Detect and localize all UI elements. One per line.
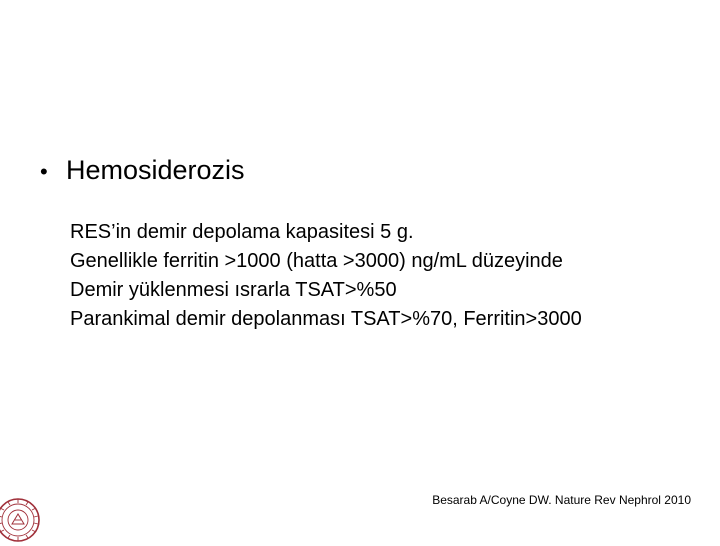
body-line-ferritin: Genellikle ferritin >1000 (hatta >3000) ng/mL düzeyinde — [70, 250, 563, 272]
bullet-marker: • — [40, 159, 48, 184]
bullet-heading-text: Hemosiderozis — [66, 155, 245, 185]
bullet-heading — [40, 152, 245, 190]
body-line-iron-overload: Demir yüklenmesi ısrarla TSAT>%50 — [70, 279, 397, 301]
body-line-capacity: RES’in demir depolama kapasitesi 5 g. — [70, 221, 414, 243]
body-line-parenchymal: Parankimal demir depolanması TSAT>%70, Ferritin>3000 — [70, 308, 582, 330]
university-seal-icon — [0, 494, 42, 546]
body-text-block — [70, 218, 582, 334]
citation: Besarab A/Coyne DW. Nature Rev Nephrol 2010 — [432, 493, 691, 507]
